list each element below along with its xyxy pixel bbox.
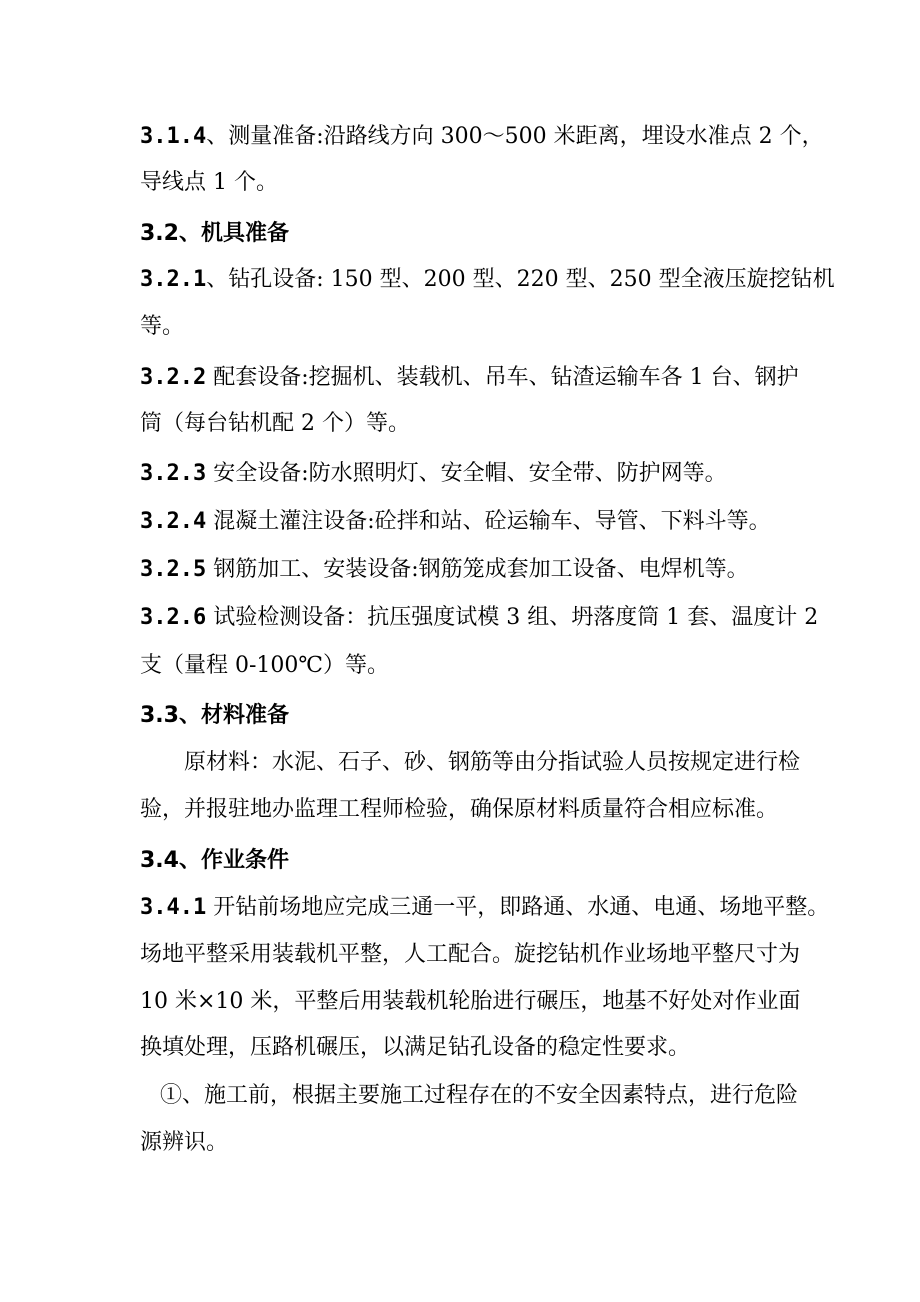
section-number: 3.2.6 xyxy=(140,605,207,630)
section-3-2-2-line-1 xyxy=(140,364,799,392)
section-3-2-5 xyxy=(140,556,749,584)
section-3-1-4-line-2: 导线点 1 个。 xyxy=(140,170,278,195)
section-text: 、测量准备:沿路线方向 300～500 米距离，埋设水准点 2 个， xyxy=(206,124,824,149)
section-number: 3.2.1 xyxy=(140,267,207,292)
section-3-2-1-line-1 xyxy=(140,266,835,294)
section-number: 3.2.4 xyxy=(140,509,207,534)
section-text: 试验检测设备：抗压强度试模 3 组、坍落度筒 1 套、温度计 2 xyxy=(206,605,819,630)
section-3-4-1-line-1 xyxy=(140,894,829,922)
section-number: 3.2.5 xyxy=(140,557,207,582)
section-number: 3.2.3 xyxy=(140,461,207,486)
list-item-1-line-1: ①、施工前，根据主要施工过程存在的不安全因素特点，进行危险 xyxy=(160,1083,799,1108)
section-3-2-6-line-1 xyxy=(140,604,818,632)
section-3-2-6-line-2: 支（量程 0-100℃）等。 xyxy=(140,653,390,678)
section-text: 开钻前场地应完成三通一平，即路通、水通、电通、场地平整。 xyxy=(206,895,830,920)
section-3-2-2-line-2: 筒（每台钻机配 2 个）等。 xyxy=(140,411,410,436)
section-text: 、钻孔设备: 150 型、200 型、220 型、250 型全液压旋挖钻机 xyxy=(206,267,835,292)
heading-3-4: 3.4、作业条件 xyxy=(140,848,289,873)
section-3-4-1-line-3: 10 米×10 米，平整后用装载机轮胎进行碾压，地基不好处对作业面 xyxy=(140,989,801,1014)
section-text: 配套设备:挖掘机、装载机、吊车、钻渣运输车各 1 台、钢护 xyxy=(206,365,799,390)
section-3-4-1-line-4: 换填处理，压路机碾压，以满足钻孔设备的稳定性要求。 xyxy=(140,1035,691,1060)
list-item-1-line-2: 源辨识。 xyxy=(140,1130,229,1155)
paragraph-3-3-line-1: 原材料：水泥、石子、砂、钢筋等由分指试验人员按规定进行检 xyxy=(184,750,801,775)
section-3-1-4-line-1 xyxy=(140,123,824,151)
section-3-2-4 xyxy=(140,508,771,536)
section-3-2-3 xyxy=(140,460,727,488)
section-3-2-1-line-2: 等。 xyxy=(140,314,185,339)
section-number: 3.2.2 xyxy=(140,365,207,390)
section-text: 钢筋加工、安装设备:钢筋笼成套加工设备、电焊机等。 xyxy=(206,557,749,582)
heading-3-2: 3.2、机具准备 xyxy=(140,221,289,246)
heading-3-3: 3.3、材料准备 xyxy=(140,703,289,728)
section-text: 安全设备:防水照明灯、安全帽、安全带、防护网等。 xyxy=(206,461,727,486)
section-number: 3.4.1 xyxy=(140,895,207,920)
section-3-4-1-line-2: 场地平整采用装载机平整，人工配合。旋挖钻机作业场地平整尺寸为 xyxy=(140,942,801,967)
section-number: 3.1.4 xyxy=(140,124,207,149)
paragraph-3-3-line-2: 验，并报驻地办监理工程师检验，确保原材料质量符合相应标准。 xyxy=(140,797,779,822)
section-text: 混凝土灌注设备:砼拌和站、砼运输车、导管、下料斗等。 xyxy=(206,509,771,534)
